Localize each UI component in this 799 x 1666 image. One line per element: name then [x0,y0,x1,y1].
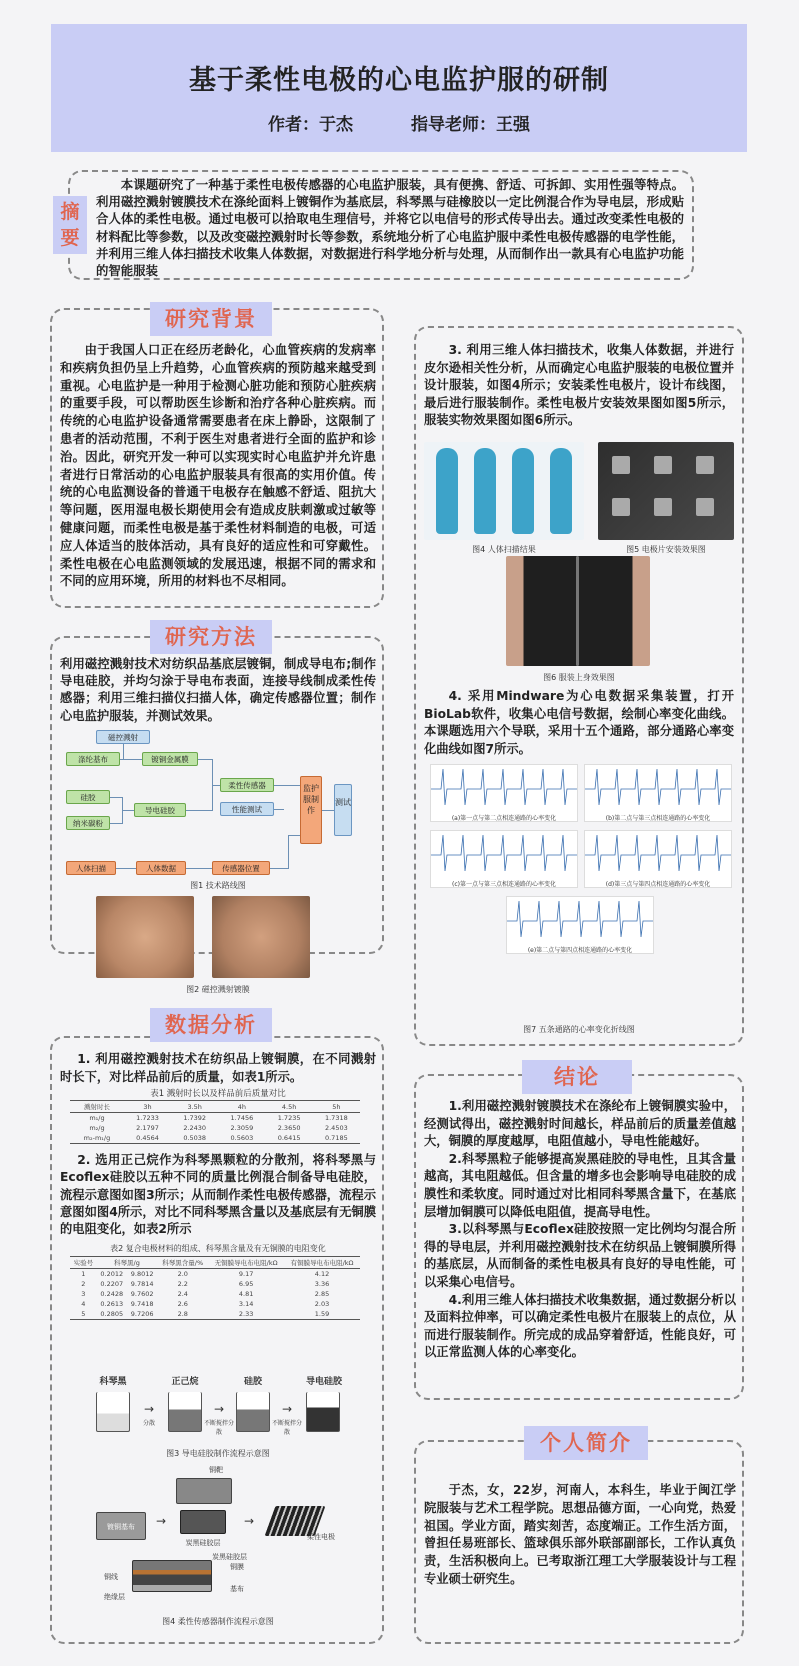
fig2-caption: 图2 磁控溅射镀膜 [186,985,250,994]
data-analysis-title: 数据分析 [150,1008,272,1042]
beaker-icon [96,1392,130,1432]
ecg-waveform [585,765,731,809]
table-cell: 2.0 [177,1270,188,1278]
fig3-label-silicone: 硅胶 [243,1377,262,1387]
table-cell: 0.6415 [266,1133,313,1144]
table-cell: 4.12 [314,1270,330,1278]
conclusion-item: 1.利用磁控溅射镀膜技术在涤纶布上镀铜膜实验中，经测试得出，磁控溅射时间越长，样品前后的质量差值越大，铜膜的厚度越厚，电阻值越小，导电性能越好。 [424,1099,736,1149]
conclusion-item: 2.科琴黑粒子能够提高炭黑硅胶的导电性，且其含量越高，其电阻越低。但含量的增多也会影响导电硅胶的成膜性和柔软度。同时通过对比相同科琴黑含量下，在基底层增加铜膜可以降低电阻值，提高导电性。 [424,1151,736,1219]
background-text: 由于我国人口正在经历老龄化，心血管疾病的发病率和疾病负担仍呈上升趋势，心血管疾病的预防越来越受到重视。心电监护是一种用于检测心脏功能和预防心脏疾病的重要手段，可以帮助医生诊断和治疗各种心脏疾病。而传统的心电监护设备通常需要患者在床上静卧，这限制了患者的活动范围，不利于医生对患者进行全面的监护和诊治。因此，研究开发一种可以实现实时心电监护并允许患者进行日常活动的心电监护服装具有很高的实用价值。传统的心电监测设备的普通干电极存在触感不舒适、阻抗大等问题，医用湿电极长期使用会有造成皮肤刺激或过敏等健康问题，而柔性电极是基于柔性材料制造的电极，可适应人体适当的肢体活动，具有良好的适应性和可穿戴性。柔性电极在心电监测领域的发展迅速，根据不同的需求和不同的应用环境，所用的材料也不尽相同。 [60,343,376,589]
flow-node-garment-label: 监护服制作 [303,784,319,815]
table-cell: 1.7235 [277,1114,301,1122]
conclusion-list [424,1098,736,1362]
table-cell: 0.2805 [97,1309,127,1320]
fig4-label-insulation: 绝缘层 [104,1593,125,1601]
table-cell: 6.95 [238,1280,254,1288]
fig3-arrow: → [143,1402,155,1416]
ecg-chart-c [430,830,578,888]
table2-header-cell: 有铜膜导电布电阻/kΩ [284,1257,360,1269]
body-scan-figure [474,448,496,534]
table-cell: 2.8 [157,1309,208,1320]
beaker-icon [236,1392,270,1432]
fig3-step: 不断搅拌分散 [203,1420,234,1436]
fig6-caption: 图6 服装上身效果图 [543,673,615,682]
table-row [70,1113,360,1124]
fig3-step: 分散 [142,1420,155,1427]
table-cell: 1.7318 [324,1114,348,1122]
fig7-caption: 图7 五条通路的心率变化折线图 [523,1025,635,1034]
table1-header-cell: 5h [313,1101,360,1113]
abstract-label: 摘要 [53,196,87,254]
flow-line [186,810,212,811]
table2-header-cell: 科琴黑/g [97,1257,158,1269]
flow-line [212,785,220,786]
table-cell: 3.36 [314,1280,330,1288]
electrode-patch [654,456,672,474]
fig5-caption: 图5 电极片安装效果图 [626,545,706,554]
table-cell: 2.3650 [277,1124,301,1132]
flow-node-copper-film: 镀铜金属膜 [142,752,198,766]
table-cell: 0.2428 [100,1290,124,1298]
fig4-label-carbon: 炭黑硅胶层 [185,1539,221,1547]
fig4-label-wire: 铜线 [104,1573,118,1581]
table1-header-cell: 4.5h [266,1101,313,1113]
fig3-arrow: → [281,1402,293,1416]
flow-node-test [334,784,352,836]
author-name: 作者：于杰 [268,115,354,135]
table-cell: 0.2207 [100,1280,124,1288]
table2 [70,1256,360,1320]
table-row [70,1299,360,1309]
table2-header-cell: 无铜膜导电布电阻/kΩ [208,1257,284,1269]
profile-title: 个人简介 [524,1426,648,1460]
data-p2: 2. 选用正己烷作为科琴黑颗粒的分散剂，将科琴黑与Ecoflex硅胶以五种不同的质量比例混合制备导电硅胶，流程示意图如图3所示；从而制作柔性电极传感器，流程示意图如图4所示，对比不同科琴黑含量以及基底层有无铜膜的电阻变化，如表2所示 [60,1153,376,1237]
body-scan-image [424,442,584,540]
electrode-patch [612,456,630,474]
table-row [70,1289,360,1299]
table-cell: 1 [81,1270,86,1278]
flow-node-sputtering: 磁控溅射 [96,730,150,744]
ecg-label-d: (d)第三点与第四点相连通路的心率变化 [605,881,711,888]
table2-header-cell: 科琴黑含量/% [157,1257,208,1269]
right-p4: 4. 采用Mindware为心电数据采集装置，打开BioLab软件，收集心电信号数据，绘制心率变化曲线。本课题选用六个导联，采用十五个通路，部分通路心率变化曲线如图7所示。 [424,689,734,756]
table-row [70,1279,360,1289]
table-cell: 1.59 [284,1309,360,1320]
fig4r-caption: 图4 人体扫描结果 [472,545,536,554]
table-cell: 2.33 [208,1309,284,1320]
ecg-label-a: (a)第一点与第二点相连通路的心率变化 [451,815,557,822]
table-cell: 0.2012 [100,1270,124,1278]
right-p3: 3. 利用三维人体扫描技术，收集人体数据，并进行皮尔逊相关性分析，从而确定心电监护服装的电极位置并设计服装，如图4所示；安装柔性电极片，设计布线图，最后进行服装制作。柔性电极片安装效果图如图5所示，服装实物效果图如图6所示。 [424,343,734,428]
flow-line [198,759,212,760]
flow-node-garment-making [300,776,322,844]
conclusion-item: 4.利用三维人体扫描技术收集数据，通过数据分析以及面料拉伸率，可以确定柔性电极片在服装上的点位，从而进行服装制作。所完成的成品穿着舒适，性能良好，可以正常监测人体的心率变化。 [424,1292,736,1360]
flow-node-carbon: 纳米碳粉 [66,816,110,830]
flow-line [116,868,136,869]
table-cell: 2.03 [314,1300,330,1308]
fig3-step: 不断搅拌分散 [271,1420,302,1436]
fig3-label-ketjen: 科琴黑 [99,1377,127,1387]
flow-line [322,810,334,811]
garment-zipper [576,556,579,666]
table-cell: 2.4503 [324,1124,348,1132]
electrode-patch [654,498,672,516]
fig4-arrow: → [155,1514,167,1528]
table-row [70,1309,360,1320]
fig3-label-conductive: 导电硅胶 [305,1377,342,1387]
flow-line [274,785,300,786]
ecg-waveform [585,831,731,875]
flow-node-performance-test: 性能测试 [220,802,274,816]
electrode-patch [696,456,714,474]
table-cell: 0.7185 [313,1133,360,1144]
table-cell: 2 [81,1280,86,1288]
table-cell: 5 [70,1309,97,1320]
table1-header-cell: 3h [124,1101,171,1113]
table1-header-cell: 3.5h [171,1101,218,1113]
flow-line [288,835,300,836]
ecg-label-e: (e)第二点与第四点相连通路的心率变化 [527,947,633,954]
fig3-arrow: → [213,1402,225,1416]
table2-caption: 表2 复合电极材料的组成、科琴黑含量及有无铜膜的电阻变化 [110,1244,326,1253]
table-cell: 9.7206 [127,1309,157,1320]
conclusion-item: 3.以科琴黑与Ecoflex硅胶按照一定比例均匀混合所得的导电层，并利用磁控溅射技术在纺织品上镀铜膜所得的基底层，从而制备的柔性电极具有良好的导电性能，可以采集心电信号。 [424,1222,736,1289]
advisor-name: 指导老师：王强 [410,115,530,135]
fig4-label-base: 基布 [230,1585,244,1593]
table-cell: 2.6 [177,1300,188,1308]
electrode-patch [612,498,630,516]
flow-line [186,868,212,869]
data-p1: 1. 利用磁控溅射技术在纺织品上镀铜膜，在不同溅射时长下，对比样品前后的质量，如表1所示。 [60,1052,376,1084]
flow-line [120,759,142,760]
methods-text: 利用磁控溅射技术对纺织品基底层镀铜，制成导电布;制作导电硅胶，并均匀涂于导电布表面，连接导线制成柔性传感器；利用三维扫描仪扫描人体，确定传感器位置；制作心电监护服装，并测试效果。 [60,657,376,723]
fig4-arrow: → [243,1514,255,1528]
table2-header-cell: 实验号 [70,1257,97,1269]
fig4-label-electrode: 柔性电极 [307,1533,335,1541]
ecg-waveform [431,765,577,809]
table-cell: 2.2 [177,1280,188,1288]
flow-node-flexible-sensor: 柔性传感器 [220,778,274,792]
fig4-label-carbon2: 炭黑硅胶层 [212,1553,247,1561]
ecg-waveform [507,897,653,941]
electrode-install-image [598,442,734,540]
poster-header [51,24,747,152]
flow-node-test-label: 测试 [335,798,351,807]
fig1-caption: 图1 技术路线图 [190,881,246,890]
beaker-icon [168,1392,202,1432]
table1 [70,1100,360,1144]
table-cell: 0.5603 [218,1133,265,1144]
fig4-caption: 图4 柔性传感器制作流程示意图 [162,1617,274,1626]
poster-title: 基于柔性电极的心电监护服的研制 [189,65,609,96]
fig4-label-fabric: 镀铜基布 [107,1523,135,1531]
table-cell: 9.17 [238,1270,254,1278]
flow-line [270,868,288,869]
table1-header-cell: 溅射时长 [70,1101,124,1113]
ecg-label-c: (c)第一点与第三点相连通路的心率变化 [452,881,556,888]
flow-node-sensor-position: 传感器位置 [212,861,270,875]
fig4-label-copper: 铜膜 [230,1563,244,1571]
methods-title: 研究方法 [150,620,272,654]
table-cell: 4 [81,1300,86,1308]
flow-node-body-scan: 人体扫描 [66,861,116,875]
table-cell: m₂/g [89,1124,105,1132]
body-scan-figure [436,448,458,534]
table1-header-cell: 4h [218,1101,265,1113]
ecg-chart-d [584,830,732,888]
table-cell: 2.2430 [183,1124,207,1132]
table-row [70,1133,360,1144]
ecg-chart-e [506,896,654,954]
table-cell: m₁/g [89,1114,105,1122]
table-cell: 0.2613 [100,1300,124,1308]
body-scan-figure [512,448,534,534]
table-cell: 4.81 [238,1290,254,1298]
table-cell: 0.5038 [171,1133,218,1144]
sputtering-photo-right [212,896,310,978]
table-cell: 2.85 [314,1290,330,1298]
copper-target [176,1478,232,1504]
table-row [70,1269,360,1280]
table1-caption: 表1 溅射时长以及样品前后质量对比 [150,1089,286,1099]
flow-node-silicone: 硅胶 [66,790,110,804]
conclusion-title: 结论 [522,1060,632,1094]
table-row [70,1123,360,1133]
flow-line [288,835,289,869]
sputtering-photo-left [96,896,194,978]
table-cell: 1.7456 [230,1114,254,1122]
flow-line [110,797,122,798]
table-cell: 0.4564 [124,1133,171,1144]
background-title: 研究背景 [150,302,272,336]
sensor-cross-section [132,1560,212,1592]
flow-line [123,744,124,759]
table-cell: 1.7233 [136,1114,159,1122]
ecg-label-b: (b)第二点与第三点相连通路的心率变化 [605,815,711,822]
table-cell: 2.1797 [136,1124,159,1132]
flow-line [122,810,134,811]
ecg-chart-a [430,764,578,822]
fig3-label-hexane: 正己烷 [171,1377,199,1387]
flow-node-body-data: 人体数据 [136,861,186,875]
ecg-waveform [431,831,577,875]
electrode-patch [696,498,714,516]
flow-line [110,823,122,824]
table-cell: 9.8012 [130,1270,154,1278]
author-line [51,110,747,135]
garment-photo [506,556,650,666]
table-cell: 2.3059 [230,1124,254,1132]
table-cell: m₂-m₁/g [70,1133,124,1144]
abstract-text: 本课题研究了一种基于柔性电极传感器的心电监护服装，具有便携、舒适、可拆卸、实用性强等特点。利用磁控溅射镀膜技术在涤纶面料上镀铜作为基底层，科琴黑与硅橡胶以一定比例混合作为导电层，形成贴合人体的柔性电极。通过电极可以拾取电生理信号，并将它以电信号的形式传导出去。通过改变柔性电极的材料配比等参数，以及改变磁控溅射时长等参数，系统地分析了心电监护服中柔性电极传感器的电学性能，并利用三维人体扫描技术收集人体数据，对数据进行科学地分析与处理，从而制作出一款具有心电监护功能的智能服装 [96,177,684,279]
ecg-chart-b [584,764,732,822]
table-cell: 1.7392 [183,1114,207,1122]
table-cell: 3 [81,1290,86,1298]
flow-node-conductive-silicone: 导电硅胶 [134,803,186,817]
flow-line [274,809,284,810]
beaker-icon [306,1392,340,1432]
profile-text: 于杰，女，22岁，河南人，本科生，毕业于闽江学院服装与艺术工程学院。思想品德方面，一心向党，热爱祖国。学业方面，踏实刻苦，态度端正。工作生活方面，曾担任易班部长、篮球俱乐部外联部副部长，工作认真负责，生活积极向上。已考取浙江理工大学服装设计与工程专业硕士研究生。 [424,1483,736,1586]
body-scan-figure [550,448,572,534]
fig4-label-target: 铜靶 [209,1466,223,1474]
table-cell: 9.7814 [130,1280,154,1288]
table-cell: 3.14 [238,1300,254,1308]
table-cell: 2.4 [177,1290,188,1298]
carbon-layer [180,1510,226,1534]
flow-node-polyester: 涤纶基布 [66,752,120,766]
table-cell: 9.7602 [130,1290,154,1298]
fig3-caption: 图3 导电硅胶制作流程示意图 [166,1449,270,1458]
table-cell: 9.7418 [130,1300,154,1308]
